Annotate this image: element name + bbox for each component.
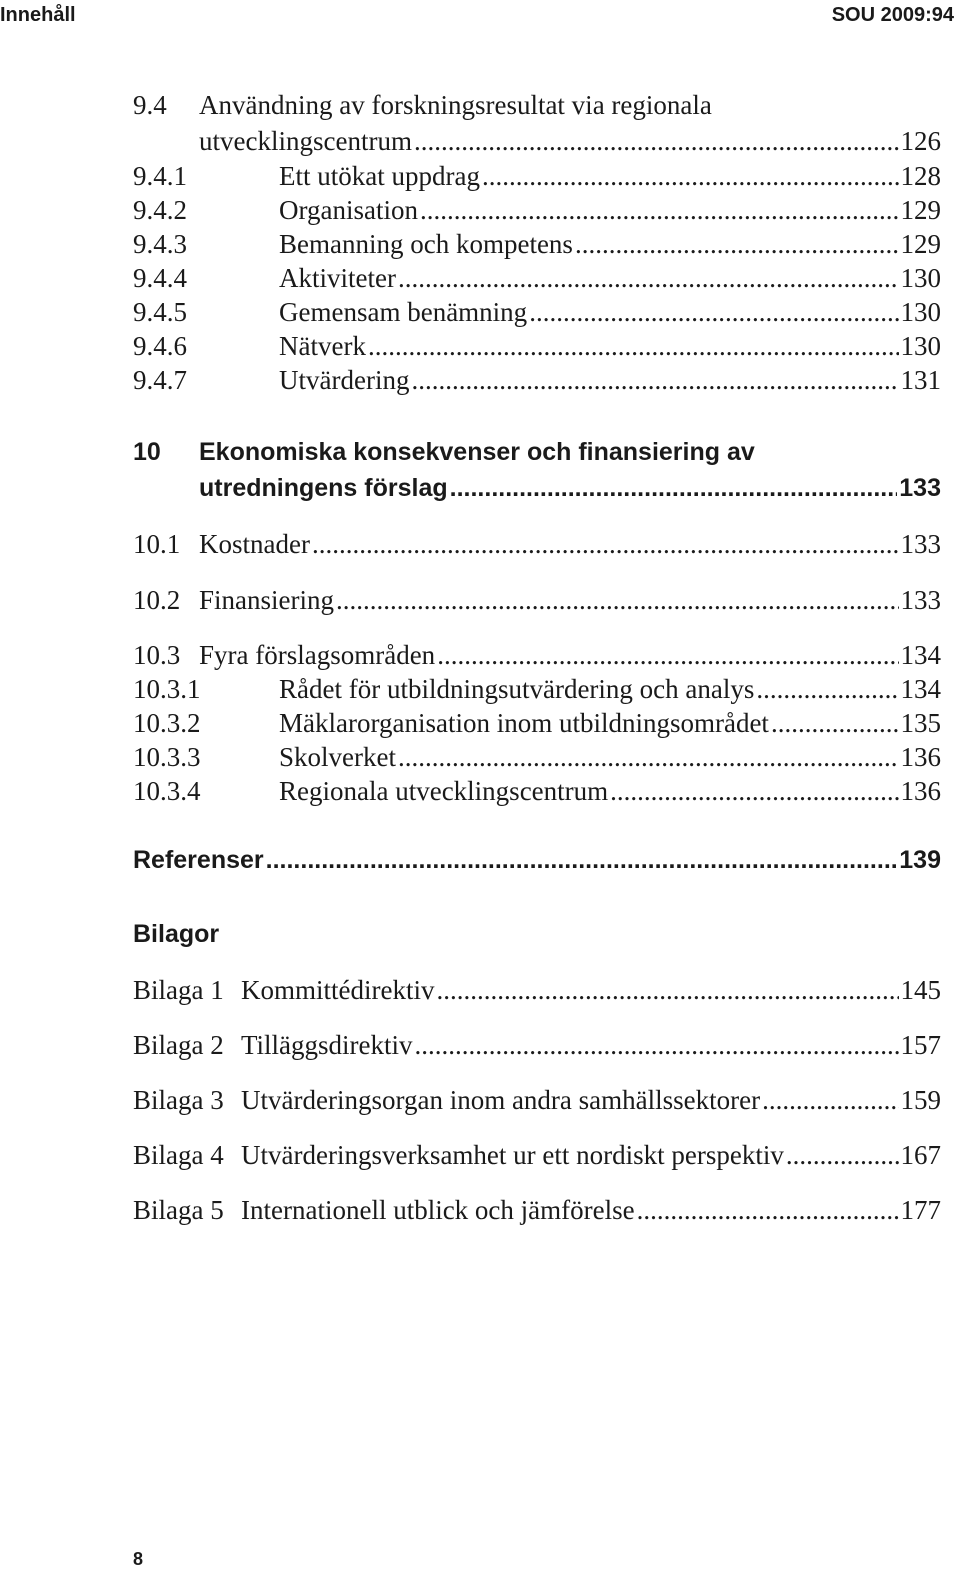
toc-chapter-page: 133 (899, 474, 941, 502)
toc-chapter-entry[interactable] (199, 474, 941, 510)
toc-entry-title: Bemanning och kompetens (279, 229, 573, 259)
toc-entry-number: 10.3.3 (133, 742, 201, 772)
toc-appendix-page: 167 (900, 1140, 941, 1170)
toc-entry-page: 128 (900, 161, 941, 191)
toc-chapter-title: Ekonomiska konsekvenser och finansiering av (199, 438, 755, 466)
toc-appendix-page: 157 (900, 1030, 941, 1060)
bilagor-heading: Bilagor (133, 920, 220, 948)
dot-leader (450, 474, 898, 503)
dot-leader (437, 640, 898, 671)
toc-entry-page: 126 (900, 126, 941, 156)
dot-leader (411, 365, 898, 396)
dot-leader (420, 195, 899, 226)
toc-entry-page: 134 (900, 674, 941, 704)
dot-leader (756, 674, 898, 705)
dot-leader (771, 708, 899, 739)
toc-appendix-page: 145 (900, 975, 941, 1005)
toc-entry[interactable] (133, 640, 941, 676)
dot-leader (398, 742, 899, 773)
toc-entry-number: 9.4 (133, 90, 167, 120)
toc-entry-title: Regionala utvecklingscentrum (279, 776, 609, 806)
toc-entry-page: 130 (900, 297, 941, 327)
page-number: 8 (133, 1549, 144, 1569)
toc-entry-number: 10.2 (133, 585, 181, 615)
toc-entry-page: 130 (900, 263, 941, 293)
toc-entry[interactable] (199, 126, 941, 162)
toc-chapter-title: Referenser (133, 846, 264, 874)
toc-entry-number: 9.4.6 (133, 331, 187, 361)
toc-entry-title: Finansiering (199, 585, 334, 615)
toc-entry-number: 9.4.7 (133, 365, 187, 395)
toc-chapter-heading-line (133, 438, 941, 474)
dot-leader (637, 1195, 899, 1226)
toc-entry-number: 10.1 (133, 529, 181, 559)
toc-entry-page: 129 (900, 229, 941, 259)
toc-entry-title: Mäklarorganisation inom utbildningsområdet (279, 708, 769, 738)
toc-entry-title: Gemensam benämning (279, 297, 528, 327)
toc-chapter-number: 10 (133, 438, 161, 466)
dot-leader (398, 263, 899, 294)
toc-appendix-entry[interactable] (133, 1085, 941, 1121)
toc-appendix-number: Bilaga 1 (133, 975, 224, 1005)
toc-appendix-number: Bilaga 3 (133, 1085, 224, 1115)
toc-entry[interactable] (133, 742, 941, 778)
toc-entry-page: 133 (900, 529, 941, 559)
toc-entry[interactable] (133, 529, 941, 565)
toc-entry-title: Kostnader (199, 529, 310, 559)
toc-entry-heading-line (133, 90, 941, 126)
running-header-section: Innehåll (0, 4, 76, 26)
dot-leader (786, 1140, 899, 1171)
toc-entry-page: 134 (900, 640, 941, 670)
toc-appendix-entry[interactable] (133, 1195, 941, 1231)
toc-entry-title: Fyra förslagsområden (199, 640, 436, 670)
toc-chapter-page: 139 (899, 846, 941, 874)
toc-entry-page: 130 (900, 331, 941, 361)
toc-entry-page: 129 (900, 195, 941, 225)
dot-leader (610, 776, 898, 807)
toc-entry[interactable] (133, 331, 941, 367)
toc-entry-number: 9.4.4 (133, 263, 187, 293)
toc-entry-title: Nätverk (279, 331, 366, 361)
toc-appendix-number: Bilaga 5 (133, 1195, 224, 1225)
toc-entry-page: 135 (900, 708, 941, 738)
toc-appendix-number: Bilaga 4 (133, 1140, 224, 1170)
toc-entry-title: Skolverket (279, 742, 396, 772)
toc-appendix-title: Tilläggsdirektiv (241, 1030, 413, 1060)
toc-entry[interactable] (133, 365, 941, 401)
dot-leader (482, 161, 899, 192)
toc-appendix-entry[interactable] (133, 1030, 941, 1066)
toc-entry[interactable] (133, 776, 941, 812)
dot-leader (266, 846, 898, 875)
toc-entry-number: 9.4.5 (133, 297, 187, 327)
toc-entry[interactable] (133, 674, 941, 710)
toc-entry[interactable] (133, 229, 941, 265)
toc-entry-title: Ett utökat uppdrag (279, 161, 480, 191)
toc-entry[interactable] (133, 708, 941, 744)
toc-entry-title: Aktiviteter (279, 263, 396, 293)
dot-leader (368, 331, 899, 362)
toc-entry-number: 10.3.1 (133, 674, 201, 704)
toc-entry-page: 133 (900, 585, 941, 615)
dot-leader (336, 585, 899, 616)
toc-entry-number: 9.4.2 (133, 195, 187, 225)
toc-entry-number: 9.4.1 (133, 161, 187, 191)
dot-leader (575, 229, 899, 260)
dot-leader (529, 297, 898, 328)
toc-appendix-page: 159 (900, 1085, 941, 1115)
toc-entry[interactable] (133, 161, 941, 197)
toc-entry-title: Utvärdering (279, 365, 410, 395)
toc-entry-page: 136 (900, 742, 941, 772)
toc-entry-title: utvecklingscentrum (199, 126, 412, 156)
toc-appendix-page: 177 (900, 1195, 941, 1225)
toc-entry[interactable] (133, 585, 941, 621)
toc-appendix-title: Internationell utblick och jämförelse (241, 1195, 635, 1225)
toc-appendix-title: Kommittédirektiv (241, 975, 435, 1005)
dot-leader (436, 975, 898, 1006)
toc-entry-title: Organisation (279, 195, 418, 225)
toc-entry-title: Användning av forskningsresultat via regionala (199, 90, 712, 120)
toc-entry-number: 9.4.3 (133, 229, 187, 259)
running-header-document-id: SOU 2009:94 (831, 4, 954, 26)
dot-leader (414, 126, 899, 157)
toc-entry-page: 136 (900, 776, 941, 806)
dot-leader (762, 1085, 898, 1116)
toc-appendix-title: Utvärderingsorgan inom andra samhällssektorer (241, 1085, 761, 1115)
toc-chapter-entry[interactable] (133, 846, 941, 882)
toc-appendix-entry[interactable] (133, 1140, 941, 1176)
dot-leader (312, 529, 899, 560)
toc-appendix-number: Bilaga 2 (133, 1030, 224, 1060)
toc-entry-number: 10.3 (133, 640, 181, 670)
toc-entry[interactable] (133, 195, 941, 231)
toc-entry[interactable] (133, 263, 941, 299)
toc-appendix-entry[interactable] (133, 975, 941, 1011)
toc-appendix-title: Utvärderingsverksamhet ur ett nordiskt perspektiv (241, 1140, 784, 1170)
toc-entry-number: 10.3.2 (133, 708, 201, 738)
toc-entry-number: 10.3.4 (133, 776, 201, 806)
toc-entry[interactable] (133, 297, 941, 333)
toc-entry-title: Rådet för utbildningsutvärdering och analys (279, 674, 755, 704)
toc-chapter-title: utredningens förslag (199, 474, 448, 502)
dot-leader (415, 1030, 899, 1061)
toc-entry-page: 131 (900, 365, 941, 395)
